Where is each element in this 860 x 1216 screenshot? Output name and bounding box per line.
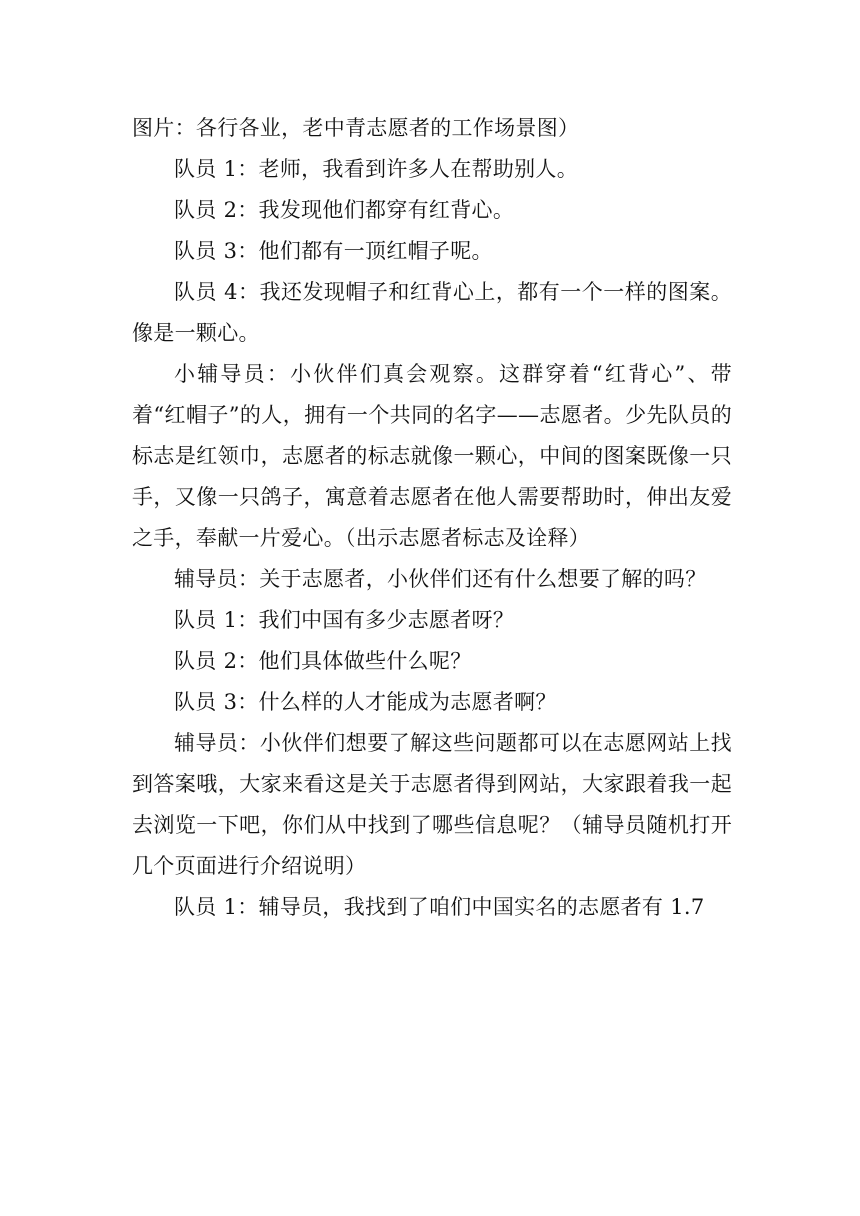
paragraph-image-caption: 图片：各行各业，老中青志愿者的工作场景图） — [132, 116, 580, 140]
paragraph-member1-line3: 队员 1：辅导员，我找到了咱们中国实名的志愿者有 1.7 — [174, 895, 705, 919]
paragraph-member3-line1: 队员 3：他们都有一顶红帽子呢。 — [174, 239, 493, 263]
paragraph-counselor-question: 辅导员：关于志愿者，小伙伴们还有什么想要了解的吗？ — [174, 567, 707, 591]
paragraph-member3-line2: 队员 3：什么样的人才能成为志愿者啊？ — [174, 690, 557, 714]
paragraph-member1-line2: 队员 1：我们中国有多少志愿者呀？ — [174, 608, 515, 632]
paragraph-junior-counselor: 小辅导员：小伙伴们真会观察。这群穿着“红背心”、带着“红帽子”的人，拥有一个共同的名字——志愿者。少先队员的标志是红领巾，志愿者的标志就像一颗心，中间的图案既像一只手，又像一只鸽子，寓意着志愿者在他人需要帮助时，伸出友爱之手，奉献一片爱心。（出示志愿者标志及诠释） — [132, 362, 732, 550]
paragraph-member4-line1: 队员 4：我还发现帽子和红背心上，都有一个一样的图案。像是一颗心。 — [132, 280, 732, 345]
paragraph-member2-line2: 队员 2：他们具体做些什么呢？ — [174, 649, 472, 673]
paragraph-member1-line1: 队员 1：老师，我看到许多人在帮助别人。 — [174, 157, 579, 181]
document-body — [132, 108, 732, 928]
paragraph-member2-line1: 队员 2：我发现他们都穿有红背心。 — [174, 198, 515, 222]
paragraph-counselor-website: 辅导员：小伙伴们想要了解这些问题都可以在志愿网站上找到答案哦，大家来看这是关于志愿者得到网站，大家跟着我一起去浏览一下吧，你们从中找到了哪些信息呢？（辅导员随机打开几个页面进行介绍说明） — [132, 731, 732, 878]
